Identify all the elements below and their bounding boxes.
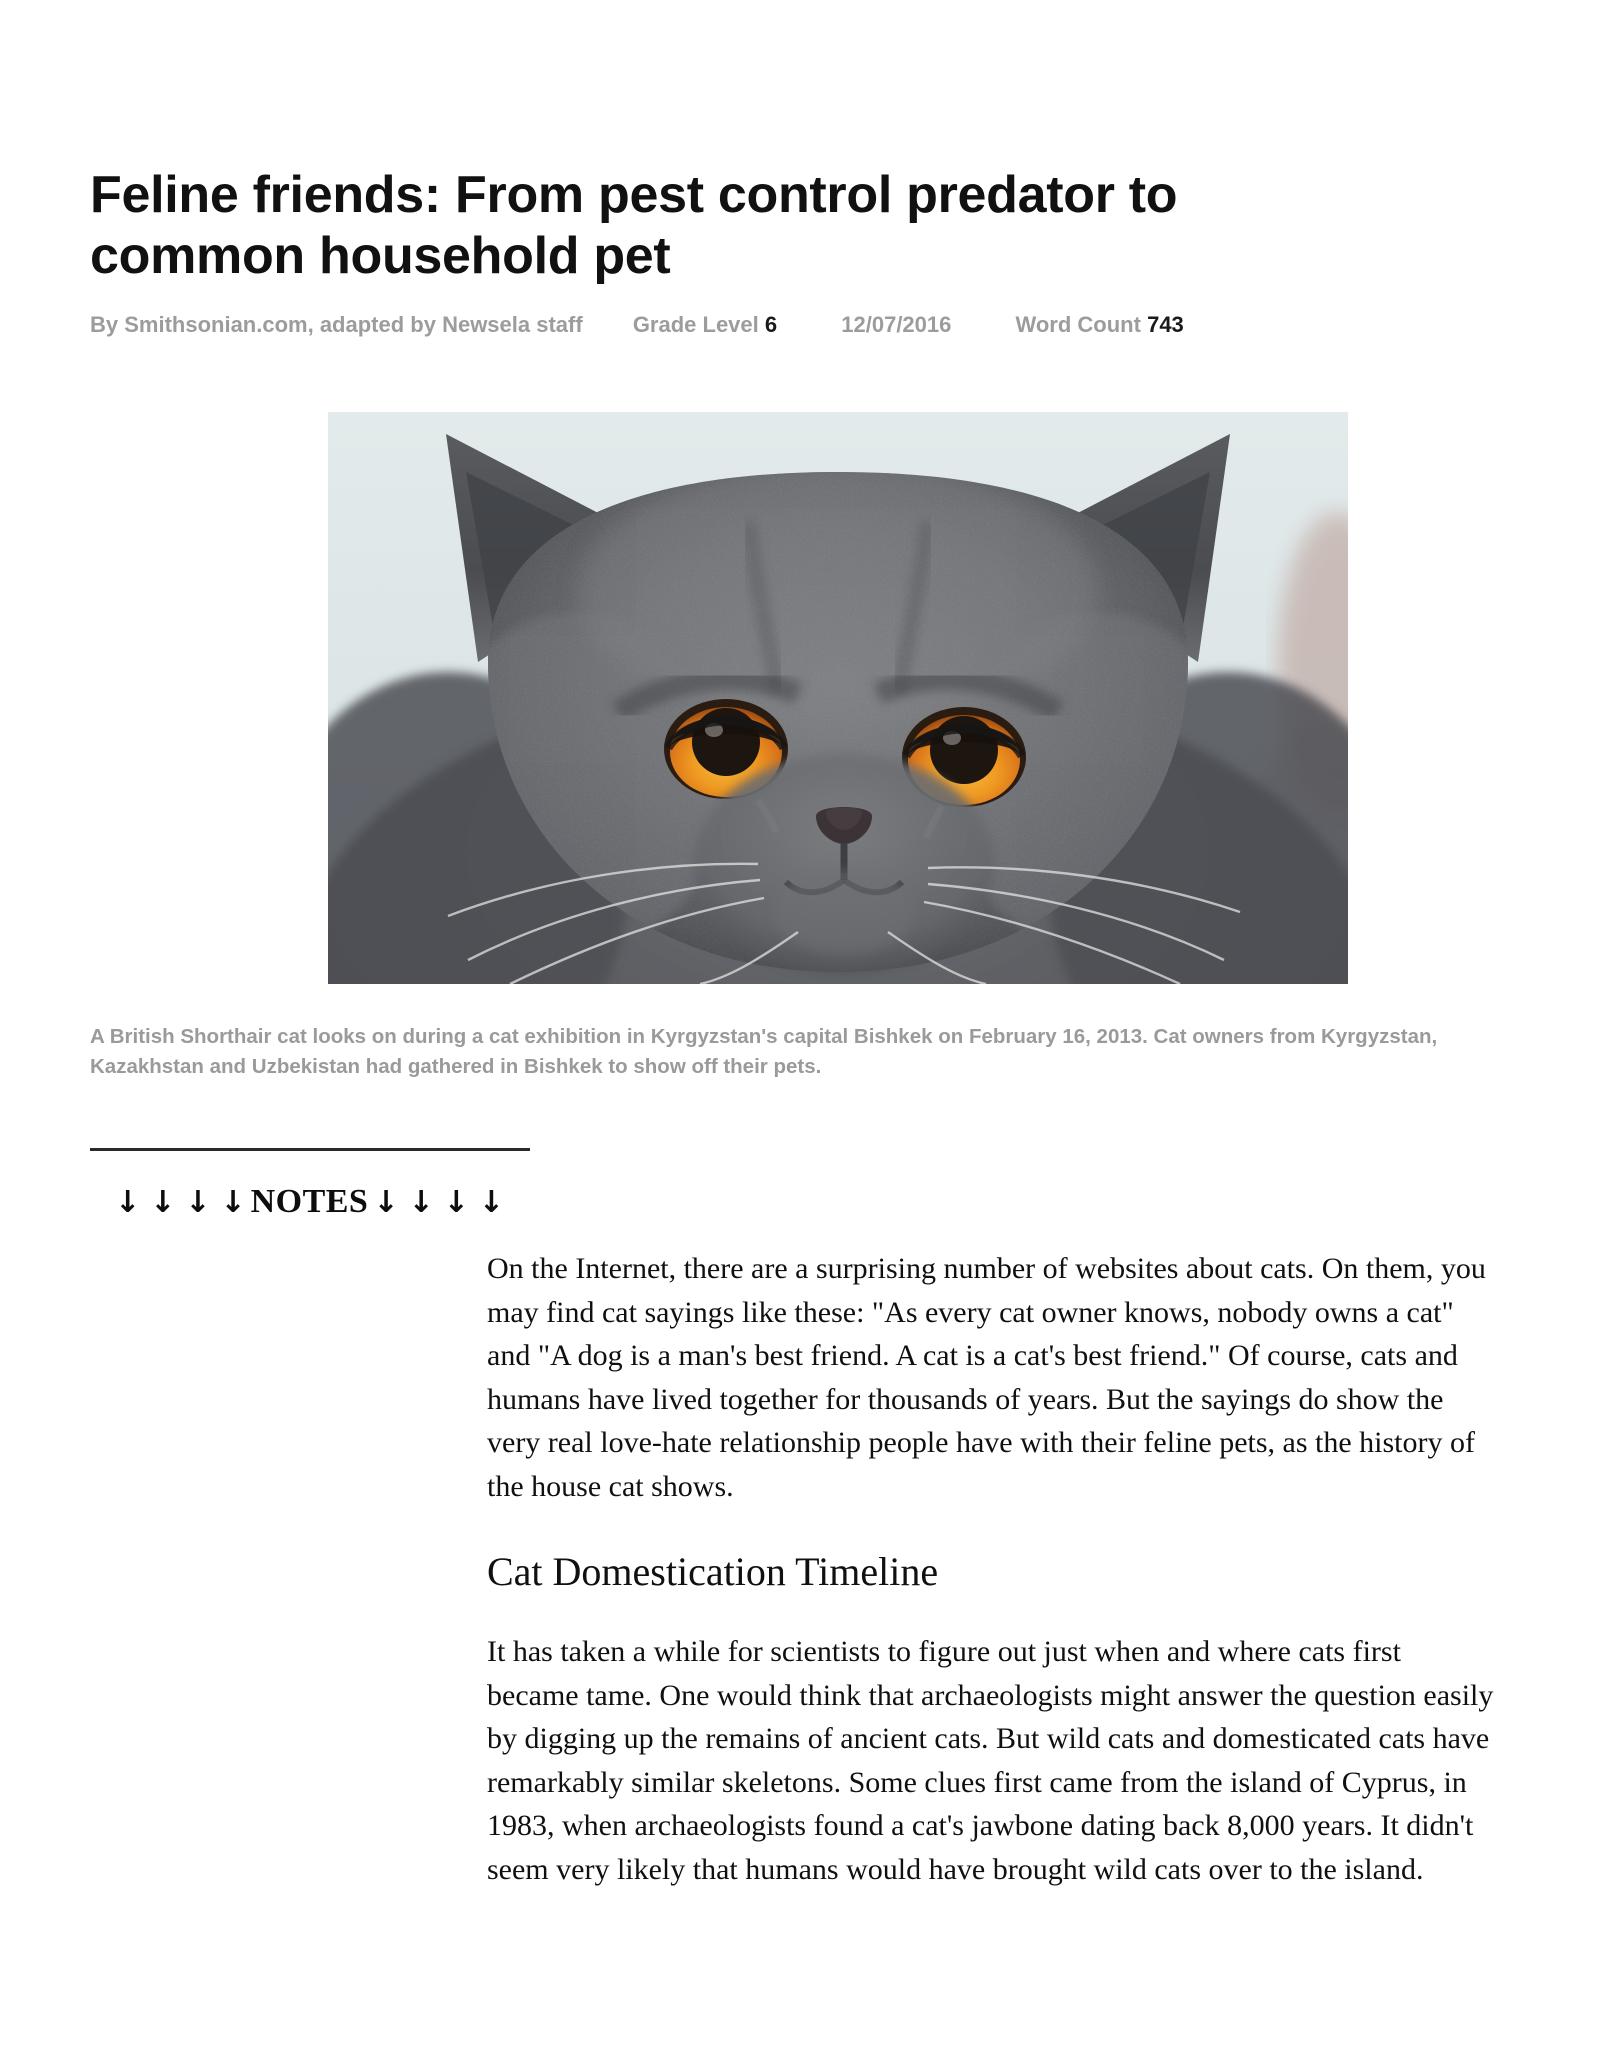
page-title: Feline friends: From pest control predator to common household pet bbox=[90, 165, 1178, 286]
notes-header bbox=[110, 1183, 509, 1221]
down-arrow-icon: ↓ bbox=[150, 1185, 176, 1220]
body-paragraph: It has taken a while for scientists to figure out just when and where cats first became tame. One would think that archaeologists might answer the question easily by digging up the remains of ancient cats. But wild cats and domesticated cats have remarkably similar skeletons. Some clues first came from the island of Cyprus, in 1983, when archaeologists found a cat's jawbone dating back 8,000 years. It didn't seem very likely that humans would have brought wild cats over to the island. bbox=[487, 1635, 1494, 1886]
body-paragraph: On the Internet, there are a surprising number of websites about cats. On them, you may find cat sayings like these: "As every cat owner knows, nobody owns a cat" and "A dog is a man's best friend. A cat is a cat's best friend." Of course, cats and humans have lived together for thousands of years. But the sayings do show the very real love-hate relationship people have with their feline pets, as the history of the house cat shows. bbox=[487, 1252, 1486, 1503]
publish-date-value: 12/07/2016 bbox=[841, 312, 952, 337]
notes-label: NOTES bbox=[250, 1183, 369, 1220]
grade-level-label: Grade Level bbox=[632, 312, 759, 337]
byline-author bbox=[90, 312, 583, 338]
word-count-value: 743 bbox=[1147, 312, 1184, 337]
publish-date bbox=[841, 312, 951, 338]
notes-divider bbox=[90, 1148, 530, 1151]
section-heading: Cat Domestication Timeline bbox=[487, 1549, 939, 1594]
down-arrow-icon: ↓ bbox=[115, 1185, 141, 1220]
word-count bbox=[1016, 312, 1184, 338]
down-arrow-icon: ↓ bbox=[478, 1185, 504, 1220]
grade-level-value: 6 bbox=[764, 312, 778, 337]
down-arrow-icon: ↓ bbox=[443, 1185, 469, 1220]
down-arrow-icon: ↓ bbox=[373, 1185, 399, 1220]
photo-caption: A British Shorthair cat looks on during a cat exhibition in Kyrgyzstan's capital Bishkek on February 16, 2013. Cat owners from Kyrgyzstan, Kazakhstan and Uzbekistan had gathered in Bishkek to show off their pets. bbox=[90, 1025, 1438, 1078]
down-arrow-icon: ↓ bbox=[185, 1185, 211, 1220]
cat-photo-illustration bbox=[328, 412, 1348, 984]
article-metadata-row bbox=[90, 312, 1490, 346]
down-arrow-icon: ↓ bbox=[408, 1185, 434, 1220]
article-photo bbox=[328, 412, 1348, 984]
down-arrow-icon: ↓ bbox=[220, 1185, 246, 1220]
word-count-label: Word Count bbox=[1015, 312, 1141, 337]
grade-level-badge[interactable] bbox=[633, 312, 777, 338]
byline-author-text: By Smithsonian.com, adapted by Newsela staff bbox=[90, 312, 583, 337]
article-body bbox=[487, 1247, 1497, 1891]
